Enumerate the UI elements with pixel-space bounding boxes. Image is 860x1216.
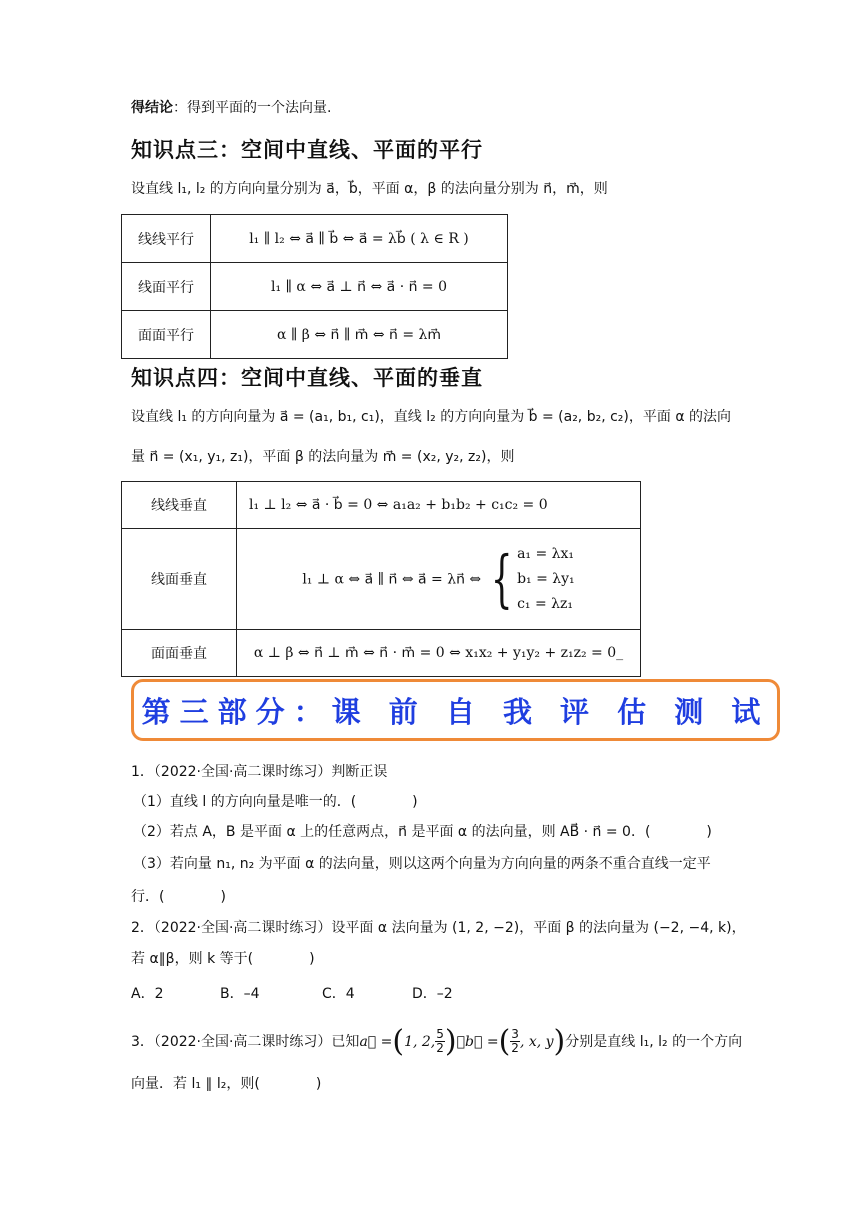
vector-a-components: 1, 2,	[404, 1033, 436, 1050]
table-row	[122, 311, 508, 359]
fraction-5-2: $\frac{5}{2}$	[436, 1027, 444, 1055]
section4-setup-line1: 设直线 l₁ 的方向向量为 a⃗ = (a₁, b₁, c₁)，直线 l₂ 的方向向量为 b⃗ = (a₂, b₂, c₂)，平面 α 的法向	[131, 409, 732, 425]
question-1-item-3b: 行．( )	[131, 889, 226, 905]
question-1-item-2: （2）若点 A，B 是平面 α 上的任意两点，n⃗ 是平面 α 的法向量，则 AB⃗ · n⃗ = 0．( )	[133, 824, 712, 840]
section3-setup: 设直线 l₁, l₂ 的方向向量分别为 a⃗，b⃗，平面 α，β 的法向量分别为 n⃗，m⃗，则	[131, 181, 608, 197]
section4-heading: 知识点四：空间中直线、平面的垂直	[131, 366, 483, 390]
row-formula: l₁ ⊥ α ⇔ a⃗ ∥ n⃗ ⇔ a⃗ = λn⃗ ⇔	[302, 571, 482, 587]
table-row	[122, 630, 641, 677]
row-formula: l₁ ⊥ l₂ ⇔ a⃗ · b⃗ = 0 ⇔ a₁a₂ + b₁b₂ + c₁c₂ = 0	[237, 482, 641, 529]
row-label: 线面垂直	[122, 529, 237, 630]
system-eq-2: b₁ = λy₁	[517, 570, 575, 587]
question-3-stem-cont: 向量．若 l₁ ∥ l₂，则( )	[131, 1076, 322, 1092]
section3-heading: 知识点三：空间中直线、平面的平行	[131, 138, 483, 162]
right-paren-icon: )	[444, 1023, 457, 1059]
fraction-3-2: $\frac{3}{2}$	[511, 1027, 519, 1055]
row-label: 面面垂直	[122, 630, 237, 677]
perpendicular-table	[121, 481, 641, 677]
conclusion-text: ：得到平面的一个法向量.	[173, 100, 332, 116]
system-eq-1: a₁ = λx₁	[517, 545, 575, 562]
conclusion-line	[131, 98, 331, 118]
parallel-table	[121, 214, 508, 359]
left-paren-icon: (	[498, 1023, 511, 1059]
right-paren-icon: )	[553, 1023, 566, 1059]
left-brace-icon: {	[490, 542, 513, 615]
table-row	[122, 482, 641, 529]
system-eq-3: c₁ = λz₁	[517, 595, 574, 612]
table-row	[122, 529, 641, 630]
row-label: 面面平行	[122, 311, 211, 359]
question-2-stem-cont: 若 α∥β，则 k 等于( )	[131, 951, 315, 967]
question-2-option-d: D．–2	[412, 986, 453, 1002]
question-2-option-a: A．2	[131, 986, 164, 1002]
row-formula: l₁ ∥ α ⇔ a⃗ ⊥ n⃗ ⇔ a⃗ · n⃗ = 0	[211, 263, 508, 311]
question-1-item-1: （1）直线 l 的方向向量是唯一的．( )	[133, 794, 418, 810]
question-3-prefix: 3．（2022·全国·高二课时练习）已知	[131, 1033, 360, 1050]
question-2-option-b: B．–4	[220, 986, 260, 1002]
question-1-item-3a: （3）若向量 n₁, n₂ 为平面 α 的法向量，则以这两个向量为方向向量的两条不重合直线一定平	[133, 856, 711, 872]
question-3-stem	[131, 1023, 743, 1059]
banner-title: 第三部分：课 前 自 我 评 估 测 试	[141, 694, 770, 729]
section-banner	[131, 679, 780, 741]
row-label: 线面平行	[122, 263, 211, 311]
equation-system	[486, 542, 575, 617]
table-row	[122, 215, 508, 263]
row-formula: α ∥ β ⇔ n⃗ ∥ m⃗ ⇔ n⃗ = λm⃗	[211, 311, 508, 359]
question-2-stem: 2．（2022·全国·高二课时练习）设平面 α 法向量为 (1, 2, −2)，平面 β 的法向量为 (−2, −4, k)，	[131, 920, 746, 936]
row-formula: α ⊥ β ⇔ n⃗ ⊥ m⃗ ⇔ n⃗ · m⃗ = 0 ⇔ x₁x₂ + y₁y₂ + z₁z₂ = 0_	[237, 630, 641, 677]
table-row	[122, 263, 508, 311]
section4-setup-line2: 量 n⃗ = (x₁, y₁, z₁)，平面 β 的法向量为 m⃗ = (x₂, y₂, z₂)，则	[131, 449, 515, 465]
row-formula: l₁ ∥ l₂ ⇔ a⃗ ∥ b⃗ ⇔ a⃗ = λb⃗ ( λ ∈ R )	[211, 215, 508, 263]
row-label: 线线垂直	[122, 482, 237, 529]
conclusion-label: 得结论	[131, 100, 173, 116]
vector-a-label: a⃗ =	[359, 1033, 393, 1050]
left-paren-icon: (	[392, 1023, 405, 1059]
question-2-option-c: C．4	[322, 986, 355, 1002]
row-formula-cell	[237, 529, 641, 630]
question-1-stem: 1．（2022·全国·高二课时练习）判断正误	[131, 764, 388, 780]
vector-b-components: , x, y	[519, 1033, 554, 1050]
question-3-suffix: 分别是直线 l₁, l₂ 的一个方向	[565, 1033, 743, 1050]
vector-b-label: ，b⃗ =	[456, 1033, 499, 1050]
row-label: 线线平行	[122, 215, 211, 263]
